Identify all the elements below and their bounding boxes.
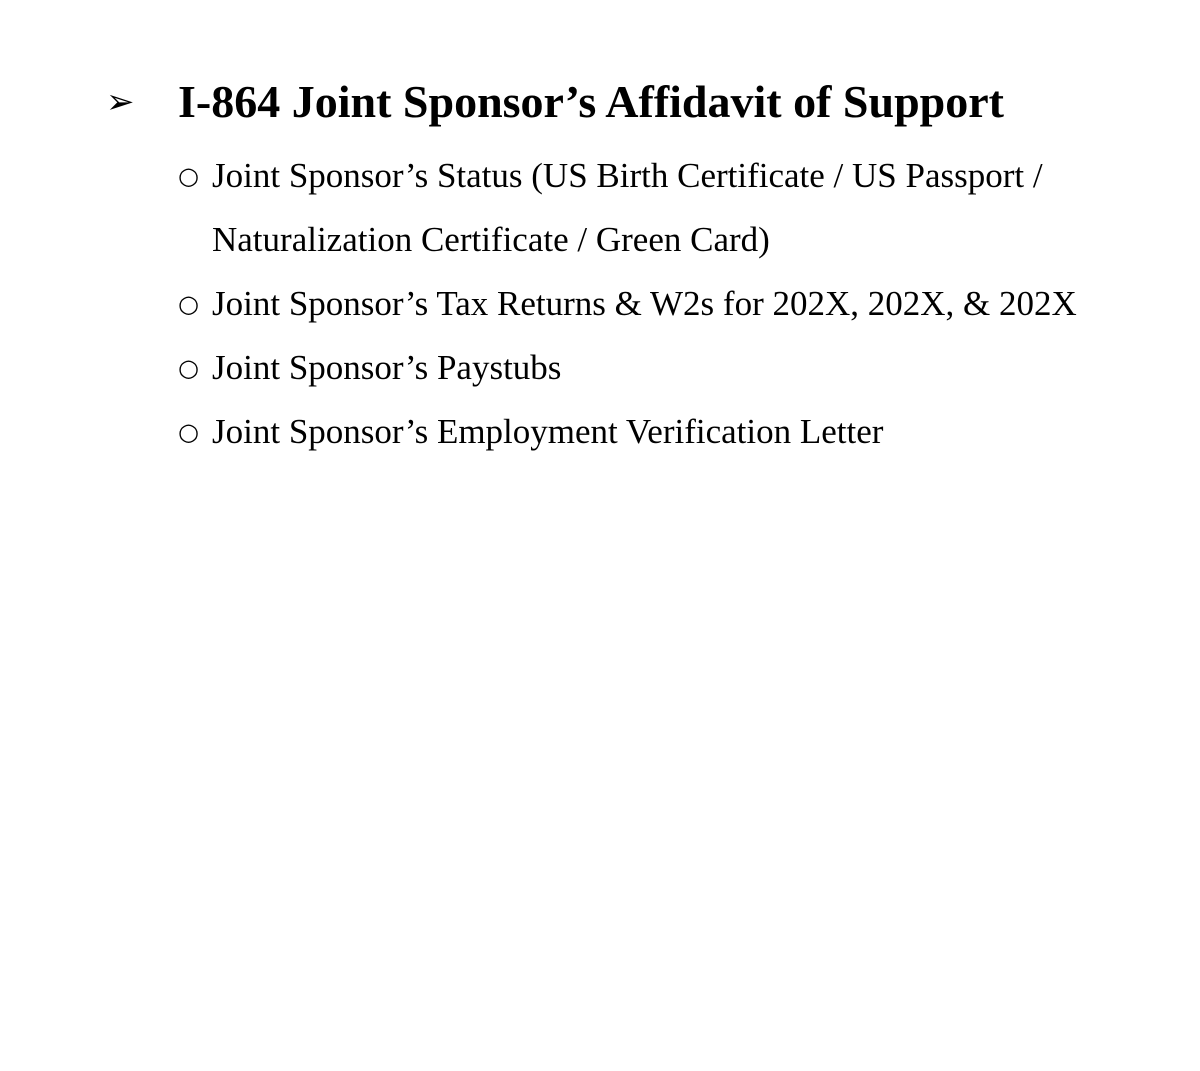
hollow-circle-bullet-icon: ○ [178,354,199,382]
hollow-circle-bullet-icon: ○ [178,290,199,318]
list-item [178,272,1138,336]
section-title: I-864 Joint Sponsor’s Affidavit of Support [178,76,1004,127]
list-item [178,400,1138,464]
list-item [178,336,1138,400]
list-item-text: Joint Sponsor’s Tax Returns & W2s for 202X, 202X, & 202X [212,284,1077,323]
list-item-text: Joint Sponsor’s Employment Verification Letter [212,412,884,451]
hollow-circle-bullet-icon: ○ [178,162,199,190]
section-heading [106,74,1004,130]
hollow-circle-bullet-icon: ○ [178,418,199,446]
list-item-text: Joint Sponsor’s Paystubs [212,348,562,387]
list-item-text: Joint Sponsor’s Status (US Birth Certificate / US Passport / Naturalization Certificate / Green Card) [212,156,1043,259]
document-checklist [178,144,1138,464]
list-item [178,144,1138,272]
arrowhead-bullet-icon: ➢ [106,82,135,122]
